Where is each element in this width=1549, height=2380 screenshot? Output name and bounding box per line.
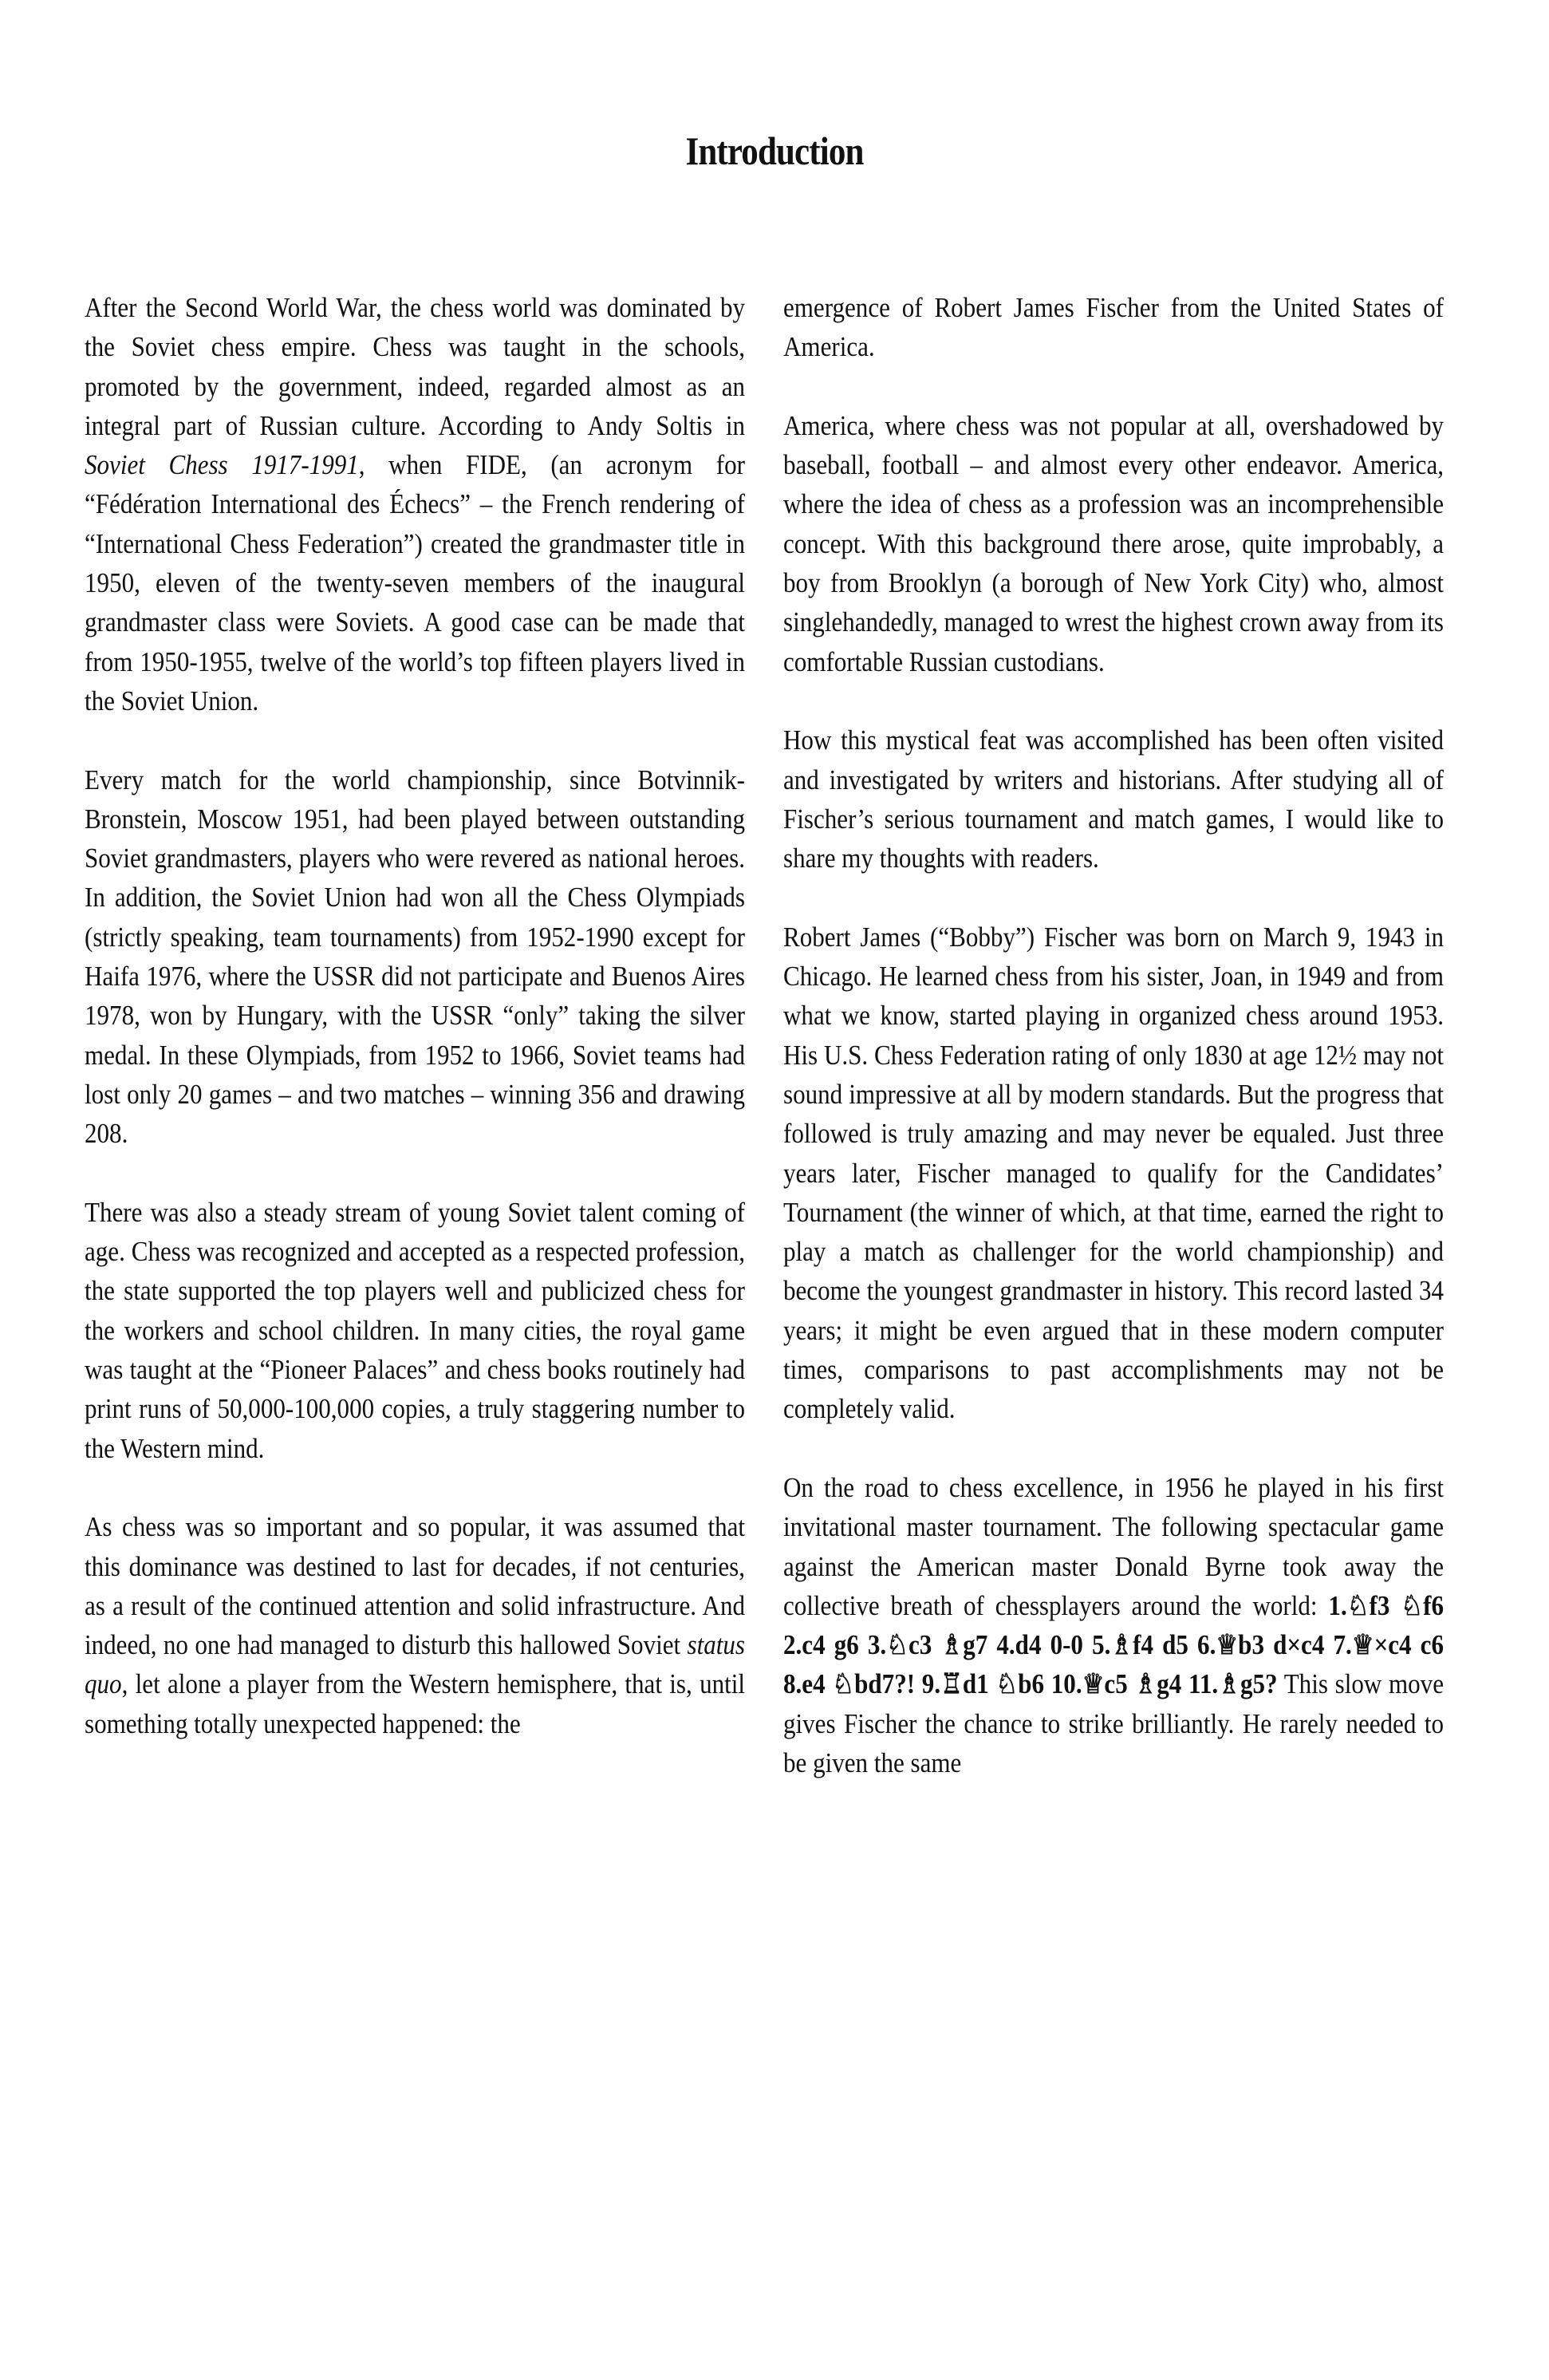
chess-moves: 1.♘f3 ♘f6 2.c4 g6 3.♘c3 ♗g7 4.d4 0-0 5.♗f4 d5 6.♕b3 d×c4 7.♕×c4 c6 8.e4 ♘bd7?! 9.♖d1 ♘b6 10.♕c5 ♗g4 11.♗g5?	[783, 1590, 1444, 1700]
paragraph: America, where chess was not popular at all, overshadowed by baseball, football – and almost every other endeavor. America, where the idea of chess as a profession was an incomprehensible concept. With this background there arose, quite improbably, a boy from Brooklyn (a borough of New York City) who, almost singlehandedly, managed to wrest the highest crown away from its comfortable Russian custodians.	[783, 410, 1444, 677]
paragraph: How this mystical feat was accomplished has been often visited and investigated by writers and historians. After studying all of Fischer’s serious tournament and match games, I would like to share my thoughts with readers.	[783, 725, 1444, 874]
right-column	[783, 289, 1444, 1783]
book-title: Soviet Chess 1917-1991	[85, 450, 359, 481]
paragraph: After the Second World War, the chess world was dominated by the Soviet chess empire. Chess was taught in the schools, promoted by the government, indeed, regarded almost as an integral part of Russian culture. According to Andy Soltis in Soviet Chess 1917-1991, when FIDE, (an acronym for “Fédération International des Échecs” – the French rendering of “International Chess Federation”) created the grandmaster title in 1950, eleven of the twenty-seven members of the inaugural grandmaster class were Soviets. A good case can be made that from 1950-1955, twelve of the world’s top fifteen players lived in the Soviet Union.	[85, 293, 746, 716]
paragraph: Robert James (“Bobby”) Fischer was born on March 9, 1943 in Chicago. He learned chess from his sister, Joan, in 1949 and from what we know, started playing in organized chess around 1953. His U.S. Chess Federation rating of only 1830 at age 12½ may not sound impressive at all by modern standards. But the progress that followed is truly amazing and may never be equaled. Just three years later, Fischer managed to qualify for the Candidates’ Tournament (the winner of which, at that time, earned the right to play a match as challenger for the world championship) and become the youngest grandmaster in history. This record lasted 34 years; it might be even argued that in these modern computer times, comparisons to past accomplishments may not be completely valid.	[783, 922, 1444, 1425]
paragraph: emergence of Robert James Fischer from the United States of America.	[783, 293, 1444, 363]
paragraph: As chess was so important and so popular, it was assumed that this dominance was destined to last for decades, if not centuries, as a result of the continued attention and solid infrastructure. And indeed, no one had managed to disturb this hallowed Soviet status quo, let alone a player from the Western hemisphere, that is, until something totally unexpected happened: the	[85, 1512, 745, 1739]
paragraph: On the road to chess excellence, in 1956 he played in his first invitational master tournament. The following spectacular game against the American master Donald Byrne took away the collective breath of chessplayers around the world: 1.♘f3 ♘f6 2.c4 g6 3.♘c3 ♗g7 4.d4 0-0 5.♗f4 d5 6.♕b3 d×c4 7.♕×c4 c6 8.e4 ♘bd7?! 9.♖d1 ♘b6 10.♕c5 ♗g4 11.♗g5? This slow move gives Fischer the chance to strike brilliantly. He rarely needed to be given the same	[783, 1472, 1444, 1778]
left-column	[85, 289, 745, 1744]
paragraph: There was also a steady stream of young Soviet talent coming of age. Chess was recognized and accepted as a respected profession, the state supported the top players well and publicized chess for the workers and school children. In many cities, the royal game was taught at the “Pioneer Palaces” and chess books routinely had print runs of 50,000-100,000 copies, a truly staggering number to the Western mind.	[85, 1197, 745, 1464]
paragraph: Every match for the world championship, since Botvinnik-Bronstein, Moscow 1951, had been played between outstanding Soviet grandmasters, players who were revered as national heroes. In addition, the Soviet Union had won all the Chess Olympiads (strictly speaking, team tournaments) from 1952-1990 except for Haifa 1976, where the USSR did not participate and Buenos Aires 1978, won by Hungary, with the USSR “only” taking the silver medal. In these Olympiads, from 1952 to 1966, Soviet teams had lost only 20 games – and two matches – winning 356 and drawing 208.	[85, 764, 745, 1150]
italic-phrase: status quo	[85, 1630, 745, 1700]
page-title: Introduction	[685, 128, 864, 173]
